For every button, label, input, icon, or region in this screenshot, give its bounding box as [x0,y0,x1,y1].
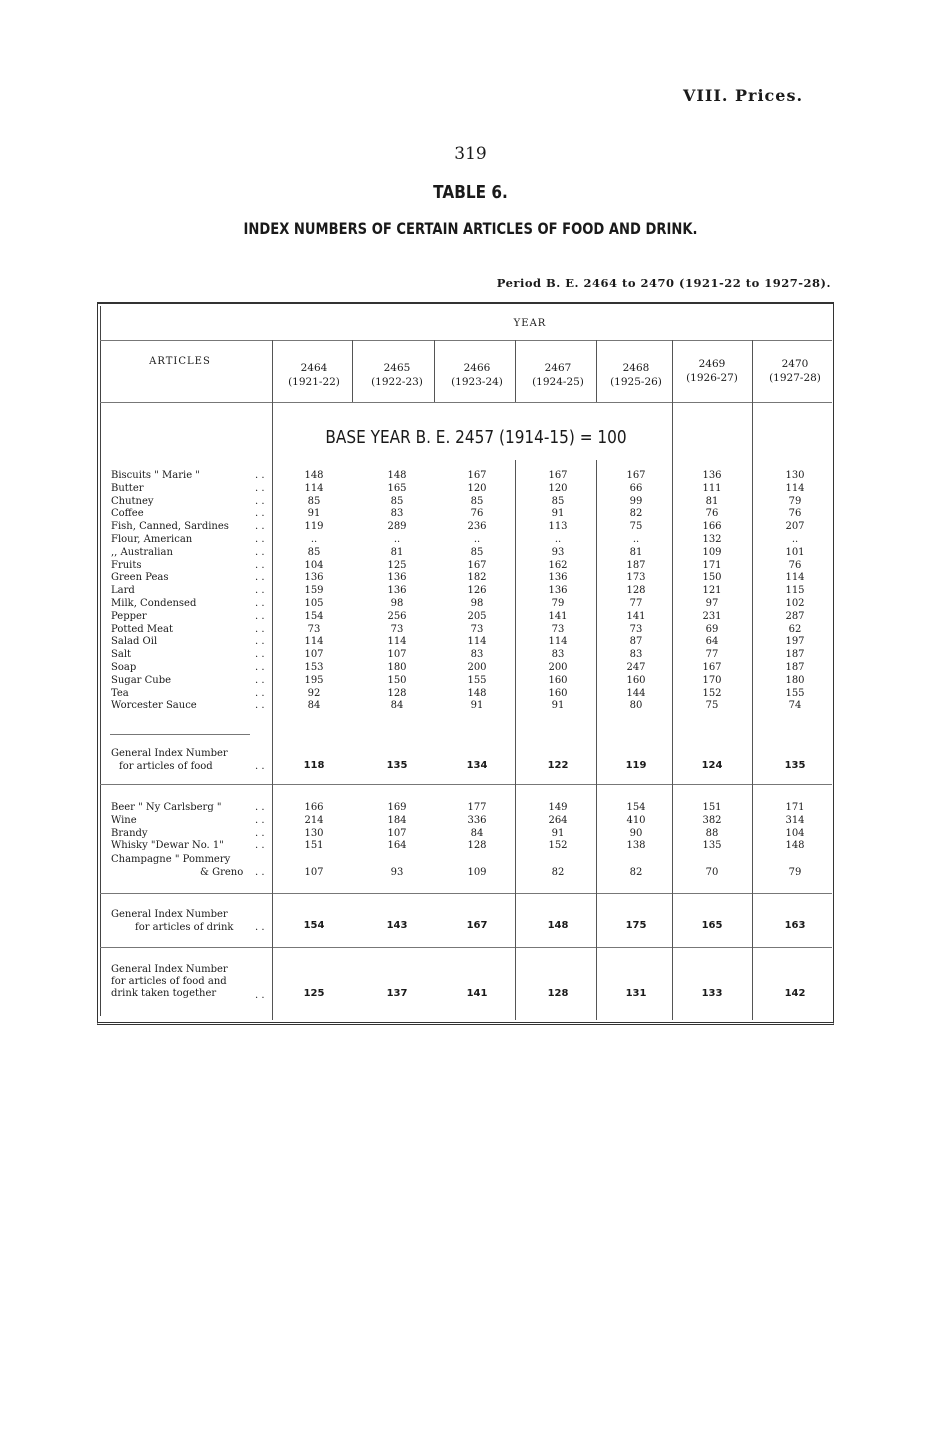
cell-value: 76 [705,508,719,520]
row-label: Sugar Cube [111,674,172,686]
row-label: Coffee [111,508,144,520]
cell-value: 162 [548,559,568,571]
cell-value: 247 [626,662,646,673]
cell-value: 336 [467,814,487,826]
cell-value: 214 [304,814,324,826]
row-label: Fruits [111,559,142,571]
cell-value: 144 [626,687,646,699]
grid-vline [596,340,597,402]
cell-value: 93 [390,867,404,878]
cell-value: 187 [785,662,805,673]
leader-dots: . . [255,674,265,686]
row-label: Flour, American [111,534,193,545]
cell-value: 98 [470,598,484,609]
cell-value: 135 [784,760,806,771]
row-label: Fish, Canned, Sardines [111,521,229,533]
cell-value: 81 [629,546,643,558]
cell-value: 119 [304,521,324,533]
leader-dots: . . [255,610,265,622]
cell-value: 160 [548,674,568,686]
grid-hline [100,947,832,948]
row-label: Tea [111,687,129,699]
cell-value: 102 [785,598,805,609]
leader-dots: . . [255,990,265,1001]
cell-value: 97 [705,598,719,609]
cell-value: 73 [629,623,643,635]
cell-value: 82 [629,867,643,878]
cell-value: 143 [386,920,408,931]
cell-value: 92 [307,687,321,699]
cell-value: 136 [548,585,568,597]
row-label: Potted Meat [111,623,174,635]
cell-value: 166 [304,802,324,813]
row-label: Butter [111,482,144,494]
cell-value: 91 [470,700,484,712]
cell-value: 66 [629,482,643,494]
cell-value: 109 [467,867,487,878]
cell-value: 170 [702,674,722,686]
leader-dots: . . [255,623,265,635]
frame-inner-line [100,306,101,1016]
cell-value: 200 [548,662,568,673]
cell-value: 154 [303,920,325,931]
cell-value: 184 [387,814,407,826]
cell-value: 160 [626,674,646,686]
cell-value: 169 [387,802,407,813]
main-title: INDEX NUMBERS OF CERTAIN ARTICLES OF FOOD AND DRINK. [243,219,698,238]
cell-value: 79 [551,598,565,609]
cell-value: 167 [466,920,488,931]
cell-value: 149 [548,802,568,813]
cell-value: 138 [626,840,646,852]
grid-vline [515,340,516,402]
cell-value: 133 [701,988,723,999]
grid-hline [100,340,832,341]
cell-value: 77 [705,649,719,661]
cell-value: 152 [548,840,568,852]
cell-value: 141 [626,610,646,622]
leader-dots: . . [255,495,265,507]
cell-value: 150 [702,572,722,584]
cell-value: 70 [705,867,719,878]
row-label: Green Peas [111,572,169,584]
cell-value: 91 [551,508,565,520]
cell-value: 76 [788,508,802,520]
cell-value: 101 [785,546,805,558]
cell-value: 382 [702,814,722,826]
cell-value: 182 [467,572,487,584]
year-be-header: 2468 [622,362,650,374]
cell-value: 128 [626,585,646,597]
grid-vline [352,340,353,402]
section-header: VIII. Prices. [683,86,804,105]
cell-value: 83 [551,649,565,661]
cell-value: 91 [551,700,565,712]
cell-value: 167 [467,470,487,481]
cell-value: 128 [547,988,569,999]
grid-vline [434,340,435,402]
cell-value: 121 [702,585,722,597]
cell-value: 152 [702,687,722,699]
leader-dots: . . [255,546,265,558]
leader-dots: . . [255,559,265,571]
cell-value: 151 [702,802,722,813]
cell-value: 187 [626,559,646,571]
cell-value: 114 [548,636,568,648]
row-label: Brandy [111,827,148,839]
cell-value: 167 [467,559,487,571]
leader-dots: . . [255,814,265,826]
cell-value: 73 [470,623,484,635]
cell-value: 148 [304,470,324,481]
cell-value: 180 [387,662,407,673]
cell-value: .. [791,534,799,545]
row-label: Whisky "Dewar No. 1" [111,840,224,852]
leader-dots: . . [255,636,265,648]
year-be-header: 2464 [300,362,328,374]
cell-value: 75 [629,521,643,533]
cell-value: 93 [551,546,565,558]
row-label: Salad Oil [111,636,158,648]
cell-value: 109 [702,546,722,558]
cell-value: 171 [702,559,722,571]
cell-value: 136 [387,585,407,597]
cell-value: 207 [785,521,805,533]
year-be-header: 2469 [698,358,726,370]
year-ad-header: (1927-28) [769,372,821,384]
page-number: 319 [454,144,487,164]
cell-value: 135 [702,840,722,852]
year-be-header: 2466 [463,362,491,374]
grid-hline [100,893,832,894]
cell-value: 114 [785,572,805,584]
cell-value: 160 [548,687,568,699]
cell-value: 155 [785,687,805,699]
cell-value: 167 [626,470,646,481]
cell-value: 164 [387,840,407,852]
row-label: Pepper [111,610,147,622]
cell-value: 136 [304,572,324,584]
leader-dots: . . [255,827,265,839]
cell-value: 88 [705,827,719,839]
cell-value: 187 [785,649,805,661]
cell-value: 154 [626,802,646,813]
cell-value: 165 [701,920,723,931]
cell-value: 114 [387,636,407,648]
row-label: Lard [111,585,135,597]
cell-value: 105 [304,598,324,609]
period-line: Period B. E. 2464 to 2470 (1921-22 to 1927-28). [496,276,831,290]
cell-value: 79 [788,867,802,878]
year-be-header: 2470 [781,358,809,370]
leader-dots: . . [255,761,265,772]
cell-value: 64 [705,636,719,648]
cell-value: 314 [785,814,805,826]
leader-dots: . . [255,534,265,545]
cell-value: 82 [629,508,643,520]
leader-dots: . . [255,598,265,609]
cell-value: 137 [386,988,408,999]
cell-value: 197 [785,636,805,648]
cell-value: 148 [387,470,407,481]
cell-value: .. [632,534,640,545]
row-label: Milk, Condensed [111,598,197,609]
cell-value: 114 [467,636,487,648]
cell-value: 119 [625,760,647,771]
cell-value: 85 [470,546,484,558]
year-ad-header: (1924-25) [532,376,584,388]
cell-value: 128 [467,840,487,852]
row-label: Soap [111,662,137,673]
cell-value: 141 [466,988,488,999]
grid-vline [272,340,273,1020]
cell-value: 180 [785,674,805,686]
cell-value: 107 [387,649,407,661]
cell-value: 107 [304,867,324,878]
cell-value: 151 [304,840,324,852]
grid-vline [752,340,753,1020]
leader-dots: . . [255,649,265,661]
year-be-header: 2465 [383,362,411,374]
cell-value: 136 [548,572,568,584]
cell-value: .. [473,534,481,545]
cell-value: 126 [467,585,487,597]
cell-value: 130 [785,470,805,481]
row-label: Biscuits " Marie " [111,470,200,481]
cell-value: 287 [785,610,805,622]
year-ad-header: (1921-22) [288,376,340,388]
leader-dots: . . [255,840,265,852]
leader-dots: . . [255,521,265,533]
row-label: Beer " Ny Carlsberg " [111,802,222,813]
cell-value: 113 [548,521,568,533]
cell-value: 131 [625,988,647,999]
cell-value: 69 [705,623,719,635]
cell-value: 84 [390,700,404,712]
cell-value: 114 [304,636,324,648]
leader-dots: . . [255,700,265,712]
grid-vline [596,460,597,1020]
cell-value: 75 [705,700,719,712]
cell-value: 91 [551,827,565,839]
cell-value: 148 [467,687,487,699]
index-label: for articles of food and [111,976,227,987]
table-title: TABLE 6. [433,182,508,203]
cell-value: 79 [788,495,802,507]
cell-value: 115 [785,585,805,597]
row-label: Chutney [111,495,154,507]
year-ad-header: (1923-24) [451,376,503,388]
cell-value: 135 [386,760,408,771]
cell-value: 114 [785,482,805,494]
leader-dots: . . [255,662,265,673]
index-label: for articles of drink [135,922,234,933]
cell-value: 91 [307,508,321,520]
cell-value: 142 [784,988,806,999]
index-label: General Index Number [111,748,228,759]
cell-value: 289 [387,521,407,533]
row-label: Salt [111,649,132,661]
leader-dots: . . [255,508,265,520]
cell-value: 107 [304,649,324,661]
cell-value: 87 [629,636,643,648]
cell-value: 173 [626,572,646,584]
cell-value: 155 [467,674,487,686]
leader-dots: . . [255,482,265,494]
index-label: for articles of food [119,761,213,772]
cell-value: 73 [390,623,404,635]
cell-value: 85 [307,495,321,507]
cell-value: 114 [304,482,324,494]
cell-value: 163 [784,920,806,931]
cell-value: .. [310,534,318,545]
cell-value: 154 [304,610,324,622]
cell-value: 256 [387,610,407,622]
cell-value: 82 [551,867,565,878]
cell-value: 81 [390,546,404,558]
cell-value: 118 [303,760,325,771]
cell-value: 81 [705,495,719,507]
cell-value: 107 [387,827,407,839]
row-label: Champagne " Pommery [111,854,231,865]
row-label: ,, Australian [111,546,173,558]
cell-value: 130 [304,827,324,839]
cell-value: 85 [390,495,404,507]
year-be-header: 2467 [544,362,572,374]
cell-value: 200 [467,662,487,673]
leader-dots: . . [255,802,265,813]
cell-value: 148 [785,840,805,852]
cell-value: 153 [304,662,324,673]
year-ad-header: (1926-27) [686,372,738,384]
cell-value: 84 [470,827,484,839]
leader-dots: . . [255,922,265,933]
cell-value: 84 [307,700,321,712]
cell-value: 85 [470,495,484,507]
cell-value: 111 [702,482,722,494]
index-label: General Index Number [111,909,228,920]
grid-hline [100,402,832,403]
cell-value: 148 [547,920,569,931]
cell-value: 120 [548,482,568,494]
grid-vline [672,340,673,1020]
cell-value: 136 [387,572,407,584]
cell-value: 122 [547,760,569,771]
cell-value: 98 [390,598,404,609]
cell-value: 76 [470,508,484,520]
cell-value: 62 [788,623,802,635]
index-label: General Index Number [111,964,228,975]
cell-value: 159 [304,585,324,597]
cell-value: 83 [629,649,643,661]
cell-value: 120 [467,482,487,494]
cell-value: 125 [303,988,325,999]
cell-value: 124 [701,760,723,771]
grid-hline [100,784,832,785]
cell-value: 125 [387,559,407,571]
cell-value: 205 [467,610,487,622]
leader-dots: . . [255,470,265,481]
cell-value: 166 [702,521,722,533]
cell-value: 85 [307,546,321,558]
cell-value: 171 [785,802,805,813]
cell-value: 83 [470,649,484,661]
cell-value: 85 [551,495,565,507]
cell-value: 264 [548,814,568,826]
leader-dots: . . [255,867,265,878]
cell-value: 141 [548,610,568,622]
articles-heading: ARTICLES [149,356,211,367]
cell-value: 195 [304,674,324,686]
cell-value: 136 [702,470,722,481]
cell-value: .. [554,534,562,545]
year-ad-header: (1922-23) [371,376,423,388]
grid-hline [110,734,250,735]
cell-value: 104 [785,827,805,839]
cell-value: 83 [390,508,404,520]
cell-value: 167 [702,662,722,673]
cell-value: 167 [548,470,568,481]
cell-value: 177 [467,802,487,813]
cell-value: 132 [702,534,722,545]
cell-value: 134 [466,760,488,771]
cell-value: 165 [387,482,407,494]
index-label: drink taken together [111,988,217,999]
row-label: Worcester Sauce [111,700,197,712]
leader-dots: . . [255,585,265,597]
cell-value: 76 [788,559,802,571]
cell-value: 99 [629,495,643,507]
cell-value: 231 [702,610,722,622]
row-label: & Greno [200,867,244,878]
cell-value: 80 [629,700,643,712]
grid-vline [515,460,516,1020]
row-label: Wine [111,814,137,826]
cell-value: 410 [626,814,646,826]
cell-value: 73 [551,623,565,635]
cell-value: 77 [629,598,643,609]
cell-value: 150 [387,674,407,686]
year-ad-header: (1925-26) [610,376,662,388]
cell-value: 74 [788,700,802,712]
year-heading: YEAR [513,318,547,329]
base-year-label: BASE YEAR B. E. 2457 (1914-15) = 100 [325,427,627,448]
cell-value: 90 [629,827,643,839]
cell-value: .. [393,534,401,545]
cell-value: 128 [387,687,407,699]
cell-value: 73 [307,623,321,635]
cell-value: 236 [467,521,487,533]
leader-dots: . . [255,572,265,584]
cell-value: 175 [625,920,647,931]
cell-value: 104 [304,559,324,571]
leader-dots: . . [255,687,265,699]
